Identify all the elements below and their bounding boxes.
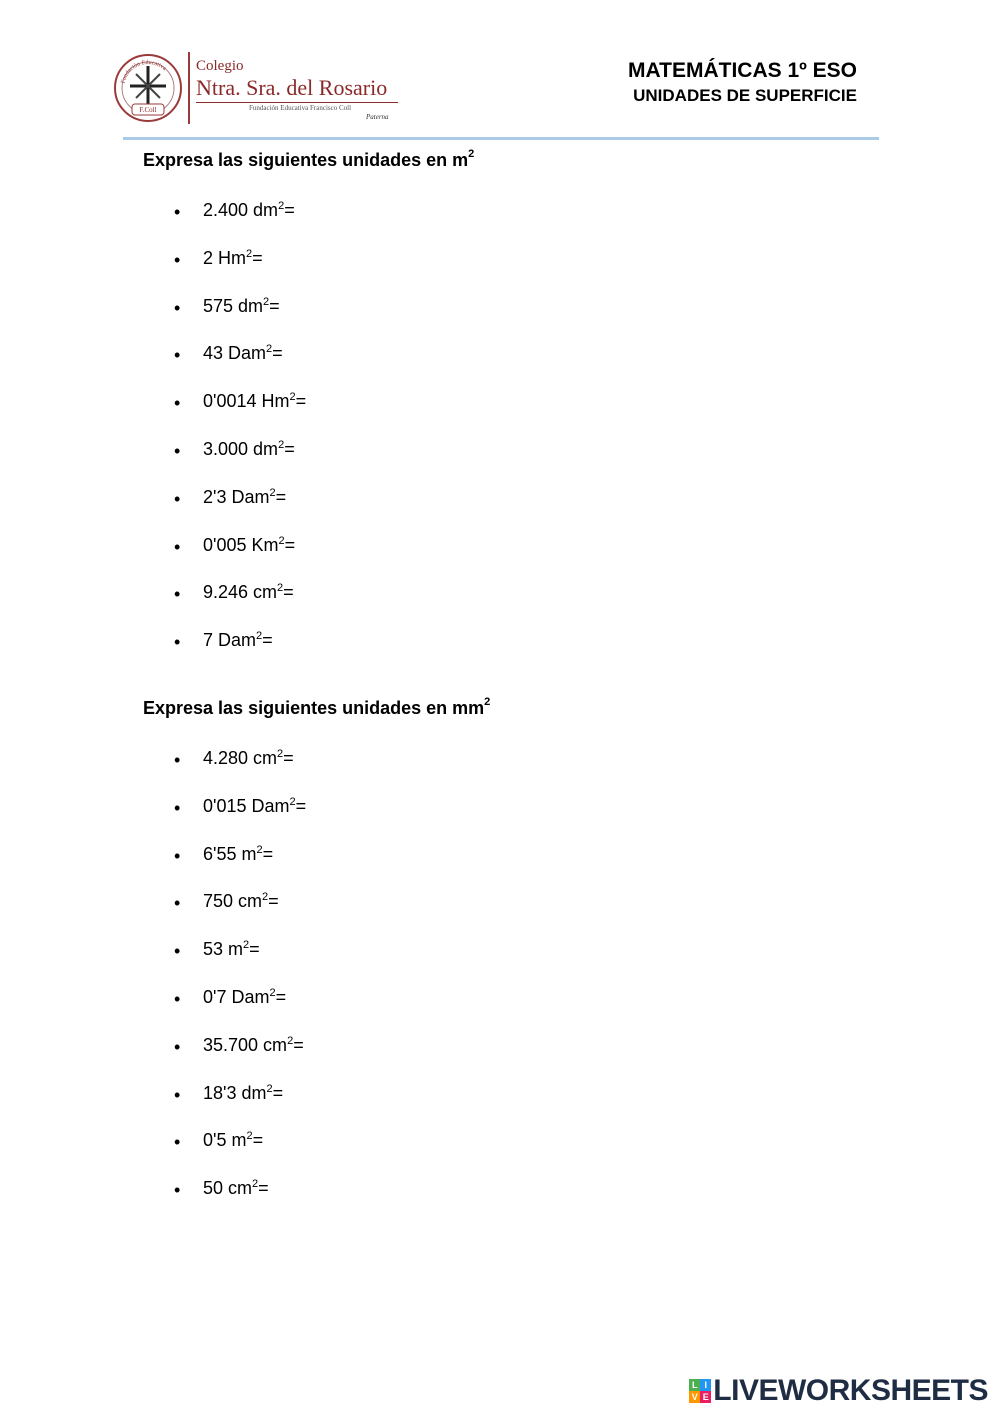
equals-sign: =	[269, 295, 280, 316]
exercise-value: 50 cm	[203, 1178, 253, 1199]
equals-sign: =	[262, 843, 274, 864]
exercise-expression	[203, 487, 286, 508]
unit-exponent: 2	[246, 247, 253, 260]
school-emblem-icon	[112, 52, 184, 124]
section-heading-text: Expresa las siguientes unidades en m	[143, 150, 469, 170]
liveworksheets-logo-icon	[689, 1379, 711, 1403]
exercise-expression	[203, 796, 306, 817]
exercise-value: 6'55 m	[203, 843, 257, 864]
brand-mark-tile: I	[700, 1379, 711, 1391]
unit-exponent: 2	[289, 391, 296, 404]
logo-underline	[196, 102, 398, 103]
equals-sign: =	[283, 582, 294, 603]
brand-mark-tile: L	[689, 1379, 700, 1391]
bullet-icon: •	[174, 1132, 181, 1153]
bullet-icon: •	[174, 1180, 181, 1201]
equals-sign: =	[275, 986, 287, 1007]
exercise-value: 0'0014 Hm	[203, 391, 290, 412]
exercise-expression	[203, 535, 295, 556]
bullet-icon: •	[174, 345, 181, 366]
equals-sign: =	[268, 891, 279, 912]
exercise-expression	[203, 343, 283, 364]
bullet-icon: •	[174, 1084, 181, 1105]
exercise-expression	[203, 891, 279, 912]
section-heading-exponent: 2	[484, 696, 491, 708]
bullet-icon: •	[174, 393, 181, 414]
equals-sign: =	[295, 795, 307, 816]
emblem-outer-text: Fundación Educativa	[120, 59, 167, 85]
logo-divider	[188, 52, 190, 124]
equals-sign: =	[252, 247, 263, 268]
bullet-icon: •	[174, 536, 181, 557]
bullet-icon: •	[174, 440, 181, 461]
bullet-icon: •	[174, 632, 181, 653]
logo-small-text: Colegio	[196, 58, 244, 74]
equals-sign: =	[284, 534, 296, 555]
bullet-icon: •	[174, 1036, 181, 1057]
exercise-value: 0'5 m	[203, 1130, 247, 1151]
equals-sign: =	[293, 1034, 304, 1055]
exercise-value: 2'3 Dam	[203, 486, 270, 507]
exercise-expression	[203, 439, 295, 460]
logo-city-text: Paterna	[366, 113, 389, 121]
unit-exponent: 2	[246, 1130, 253, 1143]
section-heading-text: Expresa las siguientes unidades en mm	[143, 698, 485, 718]
bullet-icon: •	[174, 202, 181, 222]
bullet-icon: •	[174, 584, 181, 605]
exercise-value: 0'7 Dam	[203, 986, 270, 1007]
exercise-expression	[203, 296, 280, 317]
exercise-expression	[203, 1130, 263, 1151]
bullet-icon: •	[174, 750, 181, 770]
bullet-icon: •	[174, 249, 181, 270]
bullet-icon: •	[174, 488, 181, 509]
equals-sign: =	[284, 438, 295, 459]
equals-sign: =	[249, 939, 260, 960]
exercise-value: 2 Hm	[203, 247, 247, 268]
bullet-icon: •	[174, 845, 181, 866]
unit-exponent: 2	[269, 986, 276, 999]
equals-sign: =	[252, 1130, 264, 1151]
unit-exponent: 2	[277, 582, 284, 595]
exercise-expression	[203, 582, 294, 603]
equals-sign: =	[284, 200, 295, 220]
emblem-inner-text: F.Coll	[139, 106, 157, 114]
school-logo	[112, 50, 412, 128]
section-heading-exponent: 2	[468, 148, 475, 160]
unit-exponent: 2	[252, 1178, 259, 1191]
brand-name: LIVEWORKSHEETS	[713, 1374, 988, 1407]
equals-sign: =	[258, 1178, 269, 1199]
section-heading-mm2	[143, 698, 490, 719]
unit-exponent: 2	[262, 891, 269, 904]
logo-school-name: Ntra. Sra. del Rosario	[196, 75, 388, 100]
header-divider	[123, 137, 879, 140]
exercise-value: 35.700 cm	[203, 1034, 288, 1055]
exercise-expression	[203, 748, 294, 769]
exercise-value: 0'015 Dam	[203, 795, 290, 816]
exercise-expression	[203, 1178, 269, 1199]
equals-sign: =	[275, 486, 287, 507]
brand-mark-tile: V	[689, 1391, 700, 1403]
unit-exponent: 2	[269, 486, 276, 499]
unit-exponent: 2	[278, 438, 285, 451]
unit-exponent: 2	[256, 630, 263, 643]
brand-mark-tile: E	[700, 1391, 711, 1403]
equals-sign: =	[283, 748, 294, 768]
equals-sign: =	[262, 630, 273, 651]
unit-exponent: 2	[243, 939, 250, 952]
exercise-value: 3.000 dm	[203, 438, 279, 459]
exercise-expression	[203, 630, 273, 651]
exercise-value: 7 Dam	[203, 630, 257, 651]
exercise-value: 43 Dam	[203, 343, 267, 364]
unit-exponent: 2	[266, 343, 273, 356]
section-heading-m2	[143, 150, 474, 171]
unit-exponent: 2	[266, 1082, 273, 1095]
exercise-expression	[203, 844, 273, 865]
exercise-value: 0'005 Km	[203, 534, 279, 555]
exercise-expression	[203, 939, 260, 960]
page-title: MATEMÁTICAS 1º ESO	[628, 59, 857, 82]
exercise-value: 4.280 cm	[203, 748, 278, 768]
liveworksheets-brand	[689, 1374, 988, 1408]
equals-sign: =	[272, 1082, 284, 1103]
page-header	[0, 0, 1000, 142]
exercise-value: 18'3 dm	[203, 1082, 267, 1103]
bullet-icon: •	[174, 988, 181, 1009]
exercise-expression	[203, 1035, 304, 1056]
exercise-value: 575 dm	[203, 295, 264, 316]
unit-exponent: 2	[263, 295, 270, 308]
exercise-expression	[203, 248, 263, 269]
bullet-icon: •	[174, 893, 181, 914]
equals-sign: =	[295, 391, 307, 412]
bullet-icon: •	[174, 297, 181, 318]
logo-foundation-text: Fundación Educativa Francisco Coll	[249, 104, 352, 112]
page-subtitle: UNIDADES DE SUPERFICIE	[633, 86, 857, 105]
unit-exponent: 2	[289, 795, 296, 808]
unit-exponent: 2	[278, 200, 285, 212]
unit-exponent: 2	[278, 534, 285, 547]
exercise-expression	[203, 1083, 283, 1104]
exercise-expression	[203, 391, 306, 412]
bullet-icon: •	[174, 797, 181, 818]
exercise-value: 9.246 cm	[203, 582, 278, 603]
exercise-value: 750 cm	[203, 891, 263, 912]
bullet-icon: •	[174, 941, 181, 962]
exercise-expression	[203, 200, 295, 221]
equals-sign: =	[272, 343, 283, 364]
unit-exponent: 2	[287, 1034, 294, 1047]
exercise-value: 2.400 dm	[203, 200, 279, 220]
exercise-value: 53 m	[203, 939, 244, 960]
unit-exponent: 2	[277, 748, 284, 760]
unit-exponent: 2	[256, 843, 263, 856]
exercise-expression	[203, 987, 286, 1008]
